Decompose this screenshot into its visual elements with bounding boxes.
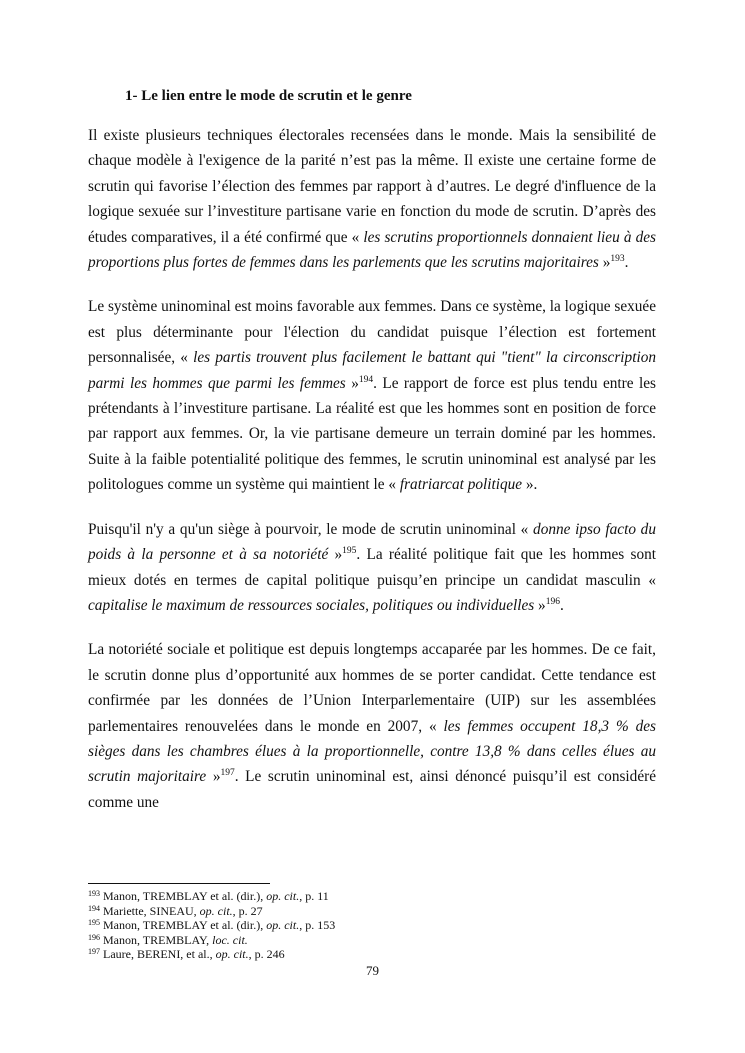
footnote-ref[interactable]: 194 <box>358 374 374 385</box>
page-number: 79 <box>366 963 379 978</box>
text: op. cit. <box>266 918 300 933</box>
body-text <box>88 123 656 834</box>
text: » <box>345 374 359 392</box>
footnote-number: 197 <box>88 947 100 957</box>
text: loc. cit. <box>212 932 248 947</box>
footnote-number: 195 <box>88 918 100 928</box>
footnote-number: 196 <box>88 932 100 942</box>
text: » <box>534 596 546 614</box>
footnote <box>88 933 335 948</box>
text: , p. 11 <box>299 889 329 903</box>
footnote <box>88 947 335 962</box>
footnote-number: 193 <box>88 889 100 898</box>
paragraph <box>88 517 656 619</box>
text: . <box>624 254 629 272</box>
paragraph <box>88 123 656 275</box>
footnote-ref[interactable]: 196 <box>545 596 560 607</box>
footnote-ref[interactable]: 197 <box>220 768 235 779</box>
section-heading: 1- Le lien entre le mode de scrutin et le genre <box>125 88 412 104</box>
text: . Le scrutin uninominal est, ainsi dénoncé puisqu’il est considéré comme une <box>88 768 656 811</box>
text: Le système uninominal est moins favorable aux femmes. Dans ce système, la logique sexuée est plus déterminante pour l'élection du candidat puisque l’élection est fortement personnalisée, « <box>88 298 656 367</box>
text: , p. 153 <box>299 918 336 933</box>
text: ». <box>522 476 538 494</box>
paragraph <box>88 637 656 815</box>
text: Manon, TREMBLAY, <box>100 932 213 947</box>
footnote-ref[interactable]: 193 <box>610 254 625 265</box>
quote: donne ipso facto du poids à la personne et à sa notoriété <box>88 520 656 564</box>
paragraph <box>88 294 656 497</box>
quote: fratriarcat politique <box>399 476 523 494</box>
footnote-ref[interactable]: 195 <box>342 546 357 557</box>
text: Il existe plusieurs techniques électorales recensées dans le monde. Mais la sensibilité de chaque modèle à l'exigence de la parité n’est pas la même. Il existe une certaine forme de scrutin qui favorise l’élection des femmes par rapport à d’autres. Le degré d'influence de la logique sexuée sur l’investiture partisane varie en fonction du mode de scrutin. D’après des études comparatives, il a été confirmé que « <box>88 127 656 246</box>
text: op. cit. <box>266 889 300 903</box>
text: » <box>206 768 221 786</box>
footnote-number: 194 <box>88 903 100 913</box>
text: , p. 27 <box>232 903 263 918</box>
text: op. cit. <box>199 903 233 918</box>
text: Laure, BERENI, et al., <box>100 947 216 962</box>
quote: capitalise le maximum de ressources sociales, politiques ou individuelles <box>88 596 535 614</box>
text: » <box>328 546 343 564</box>
quote: les scrutins proportionnels donnaient lieu à des proportions plus fortes de femmes dans les parlements que les scrutins majoritaires <box>88 228 656 272</box>
text: Manon, TREMBLAY et al. (dir.), <box>100 889 267 903</box>
text: Mariette, SINEAU, <box>100 903 200 918</box>
text: . Le rapport de force est plus tendu entre les prétendants à l’investiture partisane. La réalité est que les hommes sont en position de force par rapport aux femmes. Or, la vie partisane demeure un terrain dominé par les hommes. Suite à la faible potentialité politique des femmes, le scrutin uninominal est analysé par les politologues comme un système qui maintient le « <box>88 374 656 494</box>
footnote <box>88 918 335 933</box>
text: . <box>559 596 564 614</box>
text: » <box>598 254 611 272</box>
footnote <box>88 889 335 904</box>
quote: les femmes occupent 18,3 % des sièges dans les chambres élues à la proportionnelle, contre 13,8 % dans celles élues au scrutin majoritaire <box>88 717 656 786</box>
footnote <box>88 904 335 919</box>
text: Puisqu'il n'y a qu'un siège à pourvoir, le mode de scrutin uninominal « <box>88 520 534 538</box>
text: , p. 246 <box>248 947 285 962</box>
text: op. cit. <box>215 947 249 962</box>
text: La notoriété sociale et politique est depuis longtemps accaparée par les hommes. De ce fait, le scrutin donne plus d’opportunité aux hommes de se porter candidat. Cette tendance est confirmée par les données de l’Union Interparlementaire (UIP) sur les assemblées parlementaires renouvelées dans le monde en 2007, « <box>88 641 656 735</box>
footnotes <box>88 889 335 962</box>
footnote-separator <box>88 883 270 884</box>
quote: les partis trouvent plus facilement le battant qui "tient" la circonscription parmi les hommes que parmi les femmes <box>88 349 656 392</box>
text: . La réalité politique fait que les hommes sont mieux dotés en termes de capital politique puisqu’en principe un candidat masculin « <box>88 546 656 589</box>
text: Manon, TREMBLAY et al. (dir.), <box>100 918 267 933</box>
